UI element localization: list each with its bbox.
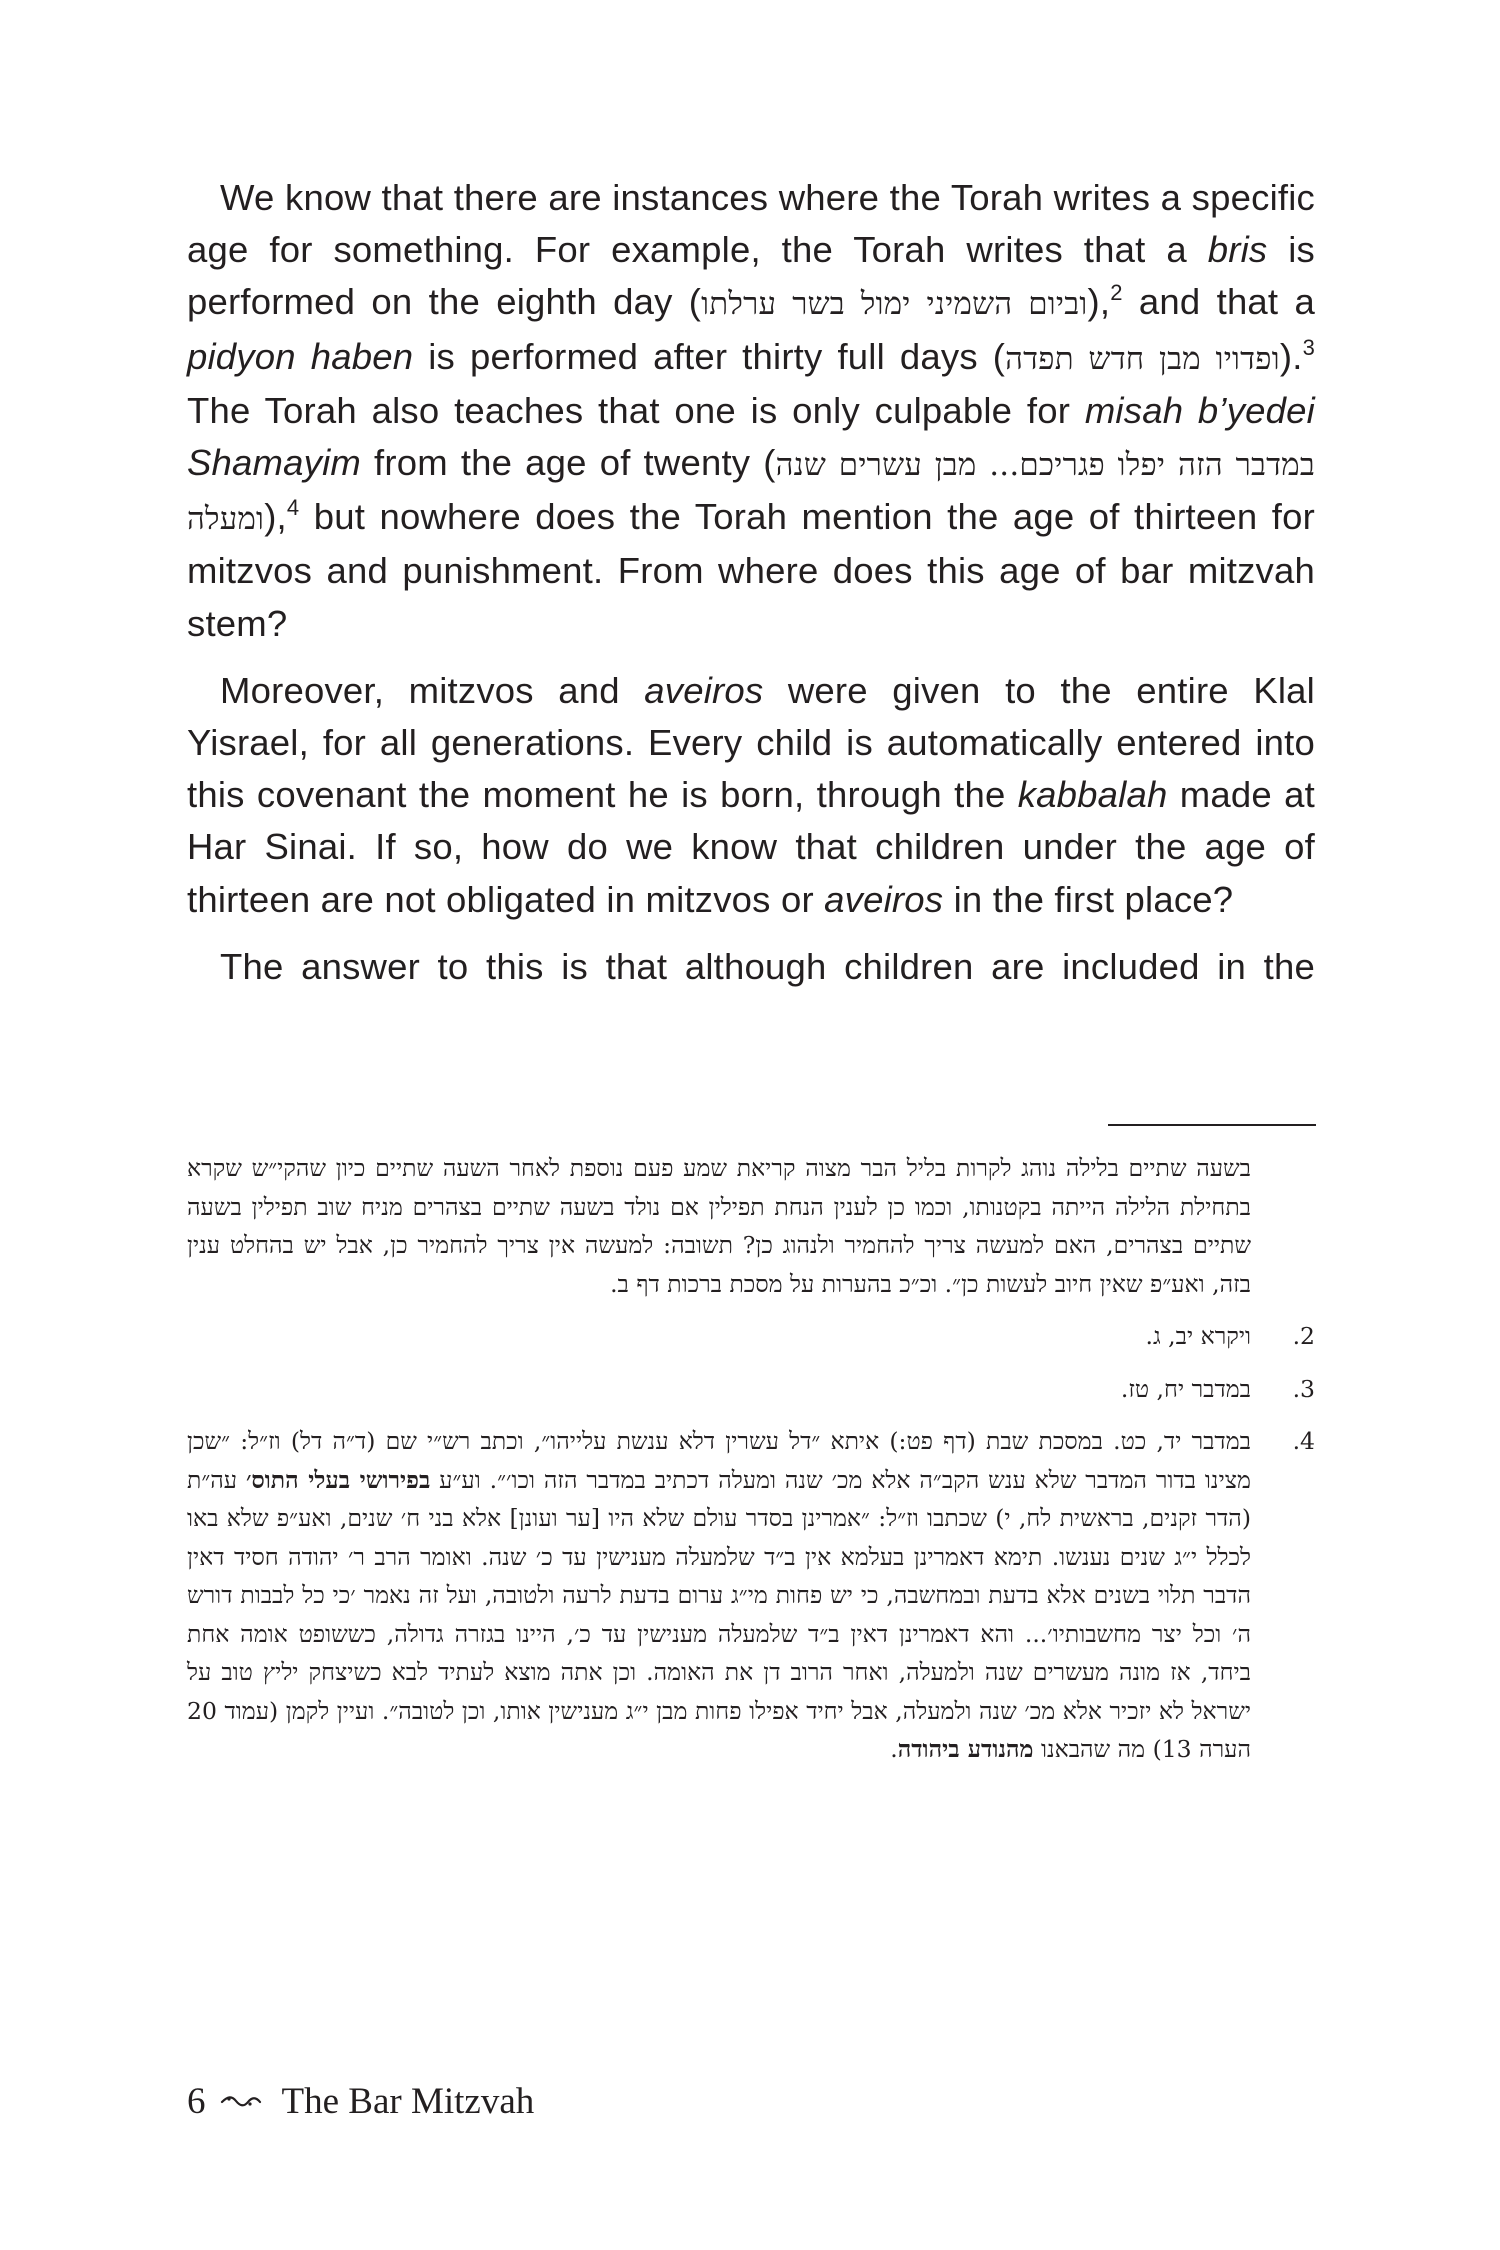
italic-term: aveiros bbox=[644, 669, 764, 711]
footnote-number: 4. bbox=[1292, 1427, 1315, 1455]
page-number: 6 bbox=[187, 2081, 206, 2122]
footnote-text: במדבר יח, טז. bbox=[1120, 1374, 1251, 1403]
footnote-text: ויקרא יב, ג. bbox=[1145, 1322, 1251, 1350]
text-run: ), bbox=[264, 496, 287, 538]
footnote-ref: 2 bbox=[1110, 280, 1123, 306]
text-run: The Torah also teaches that one is only culpable for bbox=[187, 389, 1085, 431]
footnote-number: 3. bbox=[1292, 1374, 1315, 1403]
italic-term: aveiros bbox=[824, 878, 944, 920]
hebrew-quote: במדבר הזה יפלו פגריכם... מבן עשרים שנה ומעלה bbox=[187, 447, 1315, 538]
italic-term: misah b’yedei Shamayim bbox=[187, 389, 1315, 484]
footnote-bold-source: בפירושי בעלי התוס׳ bbox=[245, 1465, 431, 1494]
footnotes bbox=[187, 1149, 1315, 1783]
paragraph bbox=[187, 941, 1315, 993]
vine-ornament-icon bbox=[220, 2095, 262, 2109]
main-text bbox=[187, 172, 1315, 1008]
text-run: and that a bbox=[1122, 281, 1316, 323]
footnote-ref: 4 bbox=[286, 495, 300, 521]
text-run: We know that there are instances where the Torah writes a specific age for something. For example, the Torah writes that a bbox=[187, 177, 1315, 271]
text-run: is performed on the eighth day ( bbox=[187, 229, 1315, 323]
footnote-continued bbox=[187, 1149, 1315, 1303]
paragraph bbox=[187, 665, 1315, 926]
text-run: from the age of twenty ( bbox=[361, 442, 776, 484]
book-title: The Bar Mitzvah bbox=[281, 2081, 535, 2122]
footnote-2 bbox=[187, 1317, 1315, 1356]
footnote-separator bbox=[1108, 1124, 1316, 1126]
hebrew-quote: וביום השמיני ימול בשר ערלתו bbox=[701, 286, 1088, 323]
italic-term: bris bbox=[1207, 229, 1268, 271]
italic-term: kabbalah bbox=[1017, 774, 1168, 816]
footnote-text: . bbox=[890, 1735, 898, 1763]
footnote-4 bbox=[187, 1422, 1315, 1769]
running-footer bbox=[187, 2080, 534, 2123]
footnote-number: 2. bbox=[1292, 1322, 1315, 1350]
footnote-text: בשעה שתיים בלילה נוהג לקרות בליל הבר מצוה קריאת שמע פעם נוספת לאחר השעה שתיים כיון שהקי״ש שקרא בתחילת הלילה הייתה בקטנותו, וכמו כן לענין הנחת תפילין אם נולד בשעה שתיים בצהרים מניח שוב תפילין בשעה שתיים בצהרים, האם למעשה צריך להחמיר ולנהוג כן? תשובה: למעשה אין צריך להחמיר כן, אבל יש בהחלט ענין בזה, ואע״פ שאין חיוב לעשות כן״. וכ״כ בהערות על מסכת ברכות דף ב. bbox=[187, 1154, 1251, 1298]
text-run: ), bbox=[1087, 281, 1111, 323]
hebrew-quote: ופדויו מבן חדש תפדה bbox=[1005, 340, 1280, 377]
paragraph bbox=[187, 172, 1315, 650]
text-run: Moreover, mitzvos and bbox=[220, 669, 645, 711]
text-run: The answer to this is that although children are included in the bbox=[220, 945, 1315, 987]
footnote-ref: 3 bbox=[1302, 334, 1315, 360]
text-run: but nowhere does the Torah mention the age of thirteen for mitzvos and punishment. From where does this age of bar mitzvah stem? bbox=[187, 496, 1315, 644]
footnote-bold-source: מהנודע ביהודה bbox=[897, 1735, 1034, 1763]
italic-term: pidyon haben bbox=[187, 335, 414, 377]
text-run: ). bbox=[1279, 335, 1303, 377]
text-run: made at Har Sinai. If so, how do we know that children under the age of thirteen are not obligated in mitzvos or bbox=[187, 774, 1315, 920]
footnote-3 bbox=[187, 1370, 1315, 1409]
text-run: in the first place? bbox=[943, 878, 1234, 920]
text-run: were given to the entire Klal Yisrael, for all generations. Every child is automatically entered into this covenant the moment he is born, through the bbox=[187, 669, 1315, 816]
footnote-text: במדבר יד, כט. במסכת שבת (דף פט:) איתא ״דל עשרין דלא ענשת עלייהו״, וכתב רש״י שם (ד״ה דל) וז״ל: ״שכן מצינו בדור המדבר שלא ענש הקב״ה אלא מכ׳ שנה ומעלה דכתיב במדבר הזה וכו׳״. וע״ע bbox=[187, 1427, 1251, 1494]
footnote-text: עה״ת (הדר זקנים, בראשית לח, י) שכתבו וז״ל: ״אמרינן בסדר עולם שלא היו [ער ועונן] אלא בני ח׳ שנים, ואע״פ שלא באו לכלל י״ג שנים נענשו. תימא דאמרינן בעלמא אין ב״ד שלמעלה מענישין עד כ׳ שנה. ואומר הרב ר׳ יהודה חסיד דאין הדבר תלוי בשנים אלא בדעת ובמחשבה, כי יש פחות מי״ג ערום בדעת לרעה ולטובה, ועל זה נאמר ׳כי כל לבבות דורש ה׳ וכל יצר מחשבותיו׳... והא דאמרינן דאין ב״ד שלמעלה מענישין עד כ׳, היינו בגזרה גדולה, כששופט אומה אחת ביחד, אז מונה מעשרים שנה ולמעלה, ואחר הרוב דן את האומה. וכן אתה מוצא לעתיד לבא כשיצחק יליץ טוב על ישראל לא יזכיר אלא מכ׳ שנה ולמעלה, אבל יחיד אפילו פחות מבן י״ג מענישין אותו, וכן לטובה״. ועיין לקמן (עמוד 20 הערה 13) מה שהבאנו bbox=[187, 1465, 1251, 1763]
text-run: is performed after thirty full days ( bbox=[413, 335, 1006, 377]
